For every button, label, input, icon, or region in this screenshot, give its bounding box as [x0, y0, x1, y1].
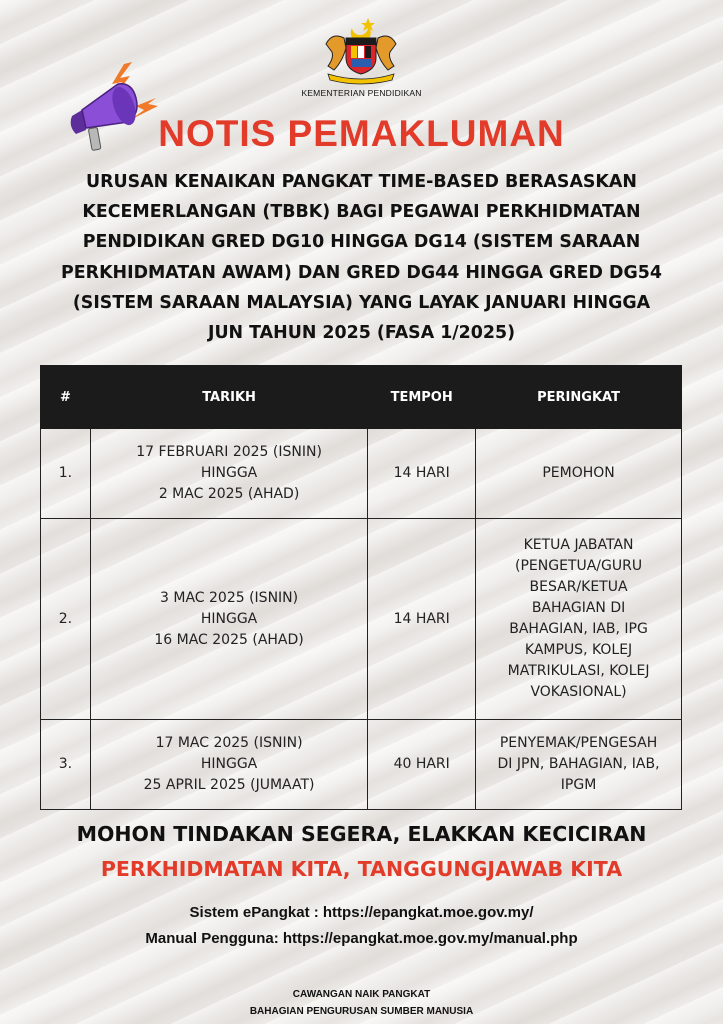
footer-division: BAHAGIAN PENGURUSAN SUMBER MANUSIA [249, 1006, 474, 1017]
call-to-action: MOHON TINDAKAN SEGERA, ELAKKAN KECICIRAN [76, 822, 647, 846]
epangkat-link[interactable]: Sistem ePangkat : https://epangkat.moe.gov.my/ [189, 904, 534, 921]
date-start: 17 FEBRUARI 2025 (ISNIN) [136, 444, 322, 460]
stage-line: VOKASIONAL) [530, 684, 627, 700]
subtitle-line: PENDIDIKAN GRED DG10 HINGGA DG14 (SISTEM SARAAN [82, 232, 641, 253]
stage-line: BAHAGIAN DI [531, 600, 626, 616]
date-separator: HINGGA [200, 465, 258, 481]
stage-line: BESAR/KETUA [529, 579, 628, 595]
stage-line: PEMOHON [542, 465, 615, 481]
subtitle-line: (SISTEM SARAAN MALAYSIA) YANG LAYAK JANUARI HINGGA [72, 292, 651, 313]
table-row [41, 429, 682, 519]
row-duration: 14 HARI [368, 519, 476, 720]
stage-line: BAHAGIAN, IAB, IPG [509, 621, 648, 637]
column-header-tarikh: TARIKH [90, 366, 367, 429]
date-end: 16 MAC 2025 (AHAD) [154, 631, 304, 648]
stage-line: MATRIKULASI, KOLEJ [507, 663, 650, 679]
date-start: 3 MAC 2025 (ISNIN) [160, 589, 299, 606]
row-stage [476, 720, 682, 810]
row-duration: 40 HARI [368, 720, 476, 810]
row-number: 1. [41, 429, 91, 519]
row-duration: 14 HARI [368, 429, 476, 519]
date-start: 17 MAC 2025 (ISNIN) [155, 735, 303, 751]
table-header-row [41, 366, 682, 429]
schedule-table [40, 365, 682, 810]
row-stage [476, 429, 682, 519]
row-stage [476, 519, 682, 720]
table-row [41, 720, 682, 810]
slogan: PERKHIDMATAN KITA, TANGGUNGJAWAB KITA [100, 857, 623, 881]
subtitle-line: PERKHIDMATAN AWAM) DAN GRED DG44 HINGGA GRED DG54 [61, 262, 662, 283]
page-title: NOTIS PEMAKLUMAN [158, 113, 565, 154]
stage-line: KAMPUS, KOLEJ [524, 642, 633, 658]
table-row [41, 519, 682, 720]
manual-link[interactable]: Manual Pengguna: https://epangkat.moe.gov.my/manual.php [145, 930, 578, 947]
row-number: 3. [41, 720, 91, 810]
row-date-range [90, 429, 367, 519]
stage-line: DI JPN, BAHAGIAN, IAB, [497, 756, 660, 772]
subtitle-line: URUSAN KENAIKAN PANGKAT TIME-BASED BERASASKAN [86, 172, 637, 192]
subtitle-line: JUN TAHUN 2025 (FASA 1/2025) [207, 323, 516, 344]
coat-of-arms-logo [318, 14, 404, 86]
date-end: 25 APRIL 2025 (JUMAAT) [143, 777, 315, 793]
column-header-peringkat: PERINGKAT [476, 366, 682, 429]
column-header-no: # [41, 366, 91, 429]
notice-subtitle [40, 167, 683, 348]
date-separator: HINGGA [200, 756, 258, 772]
stage-line: IPGM [560, 777, 597, 793]
ministry-name: KEMENTERIAN PENDIDIKAN [301, 88, 422, 98]
row-date-range [90, 519, 367, 720]
stage-line: PENYEMAK/PENGESAH [499, 735, 658, 751]
date-end: 2 MAC 2025 (AHAD) [158, 486, 300, 502]
stage-line: (PENGETUA/GURU [515, 558, 643, 574]
footer-department: CAWANGAN NAIK PANGKAT [292, 989, 431, 1000]
row-number: 2. [41, 519, 91, 720]
row-date-range [90, 720, 367, 810]
column-header-tempoh: TEMPOH [368, 366, 476, 429]
date-separator: HINGGA [200, 610, 258, 627]
stage-line: KETUA JABATAN [523, 537, 634, 553]
subtitle-line: KECEMERLANGAN (TBBK) BAGI PEGAWAI PERKHIDMATAN [82, 202, 641, 223]
